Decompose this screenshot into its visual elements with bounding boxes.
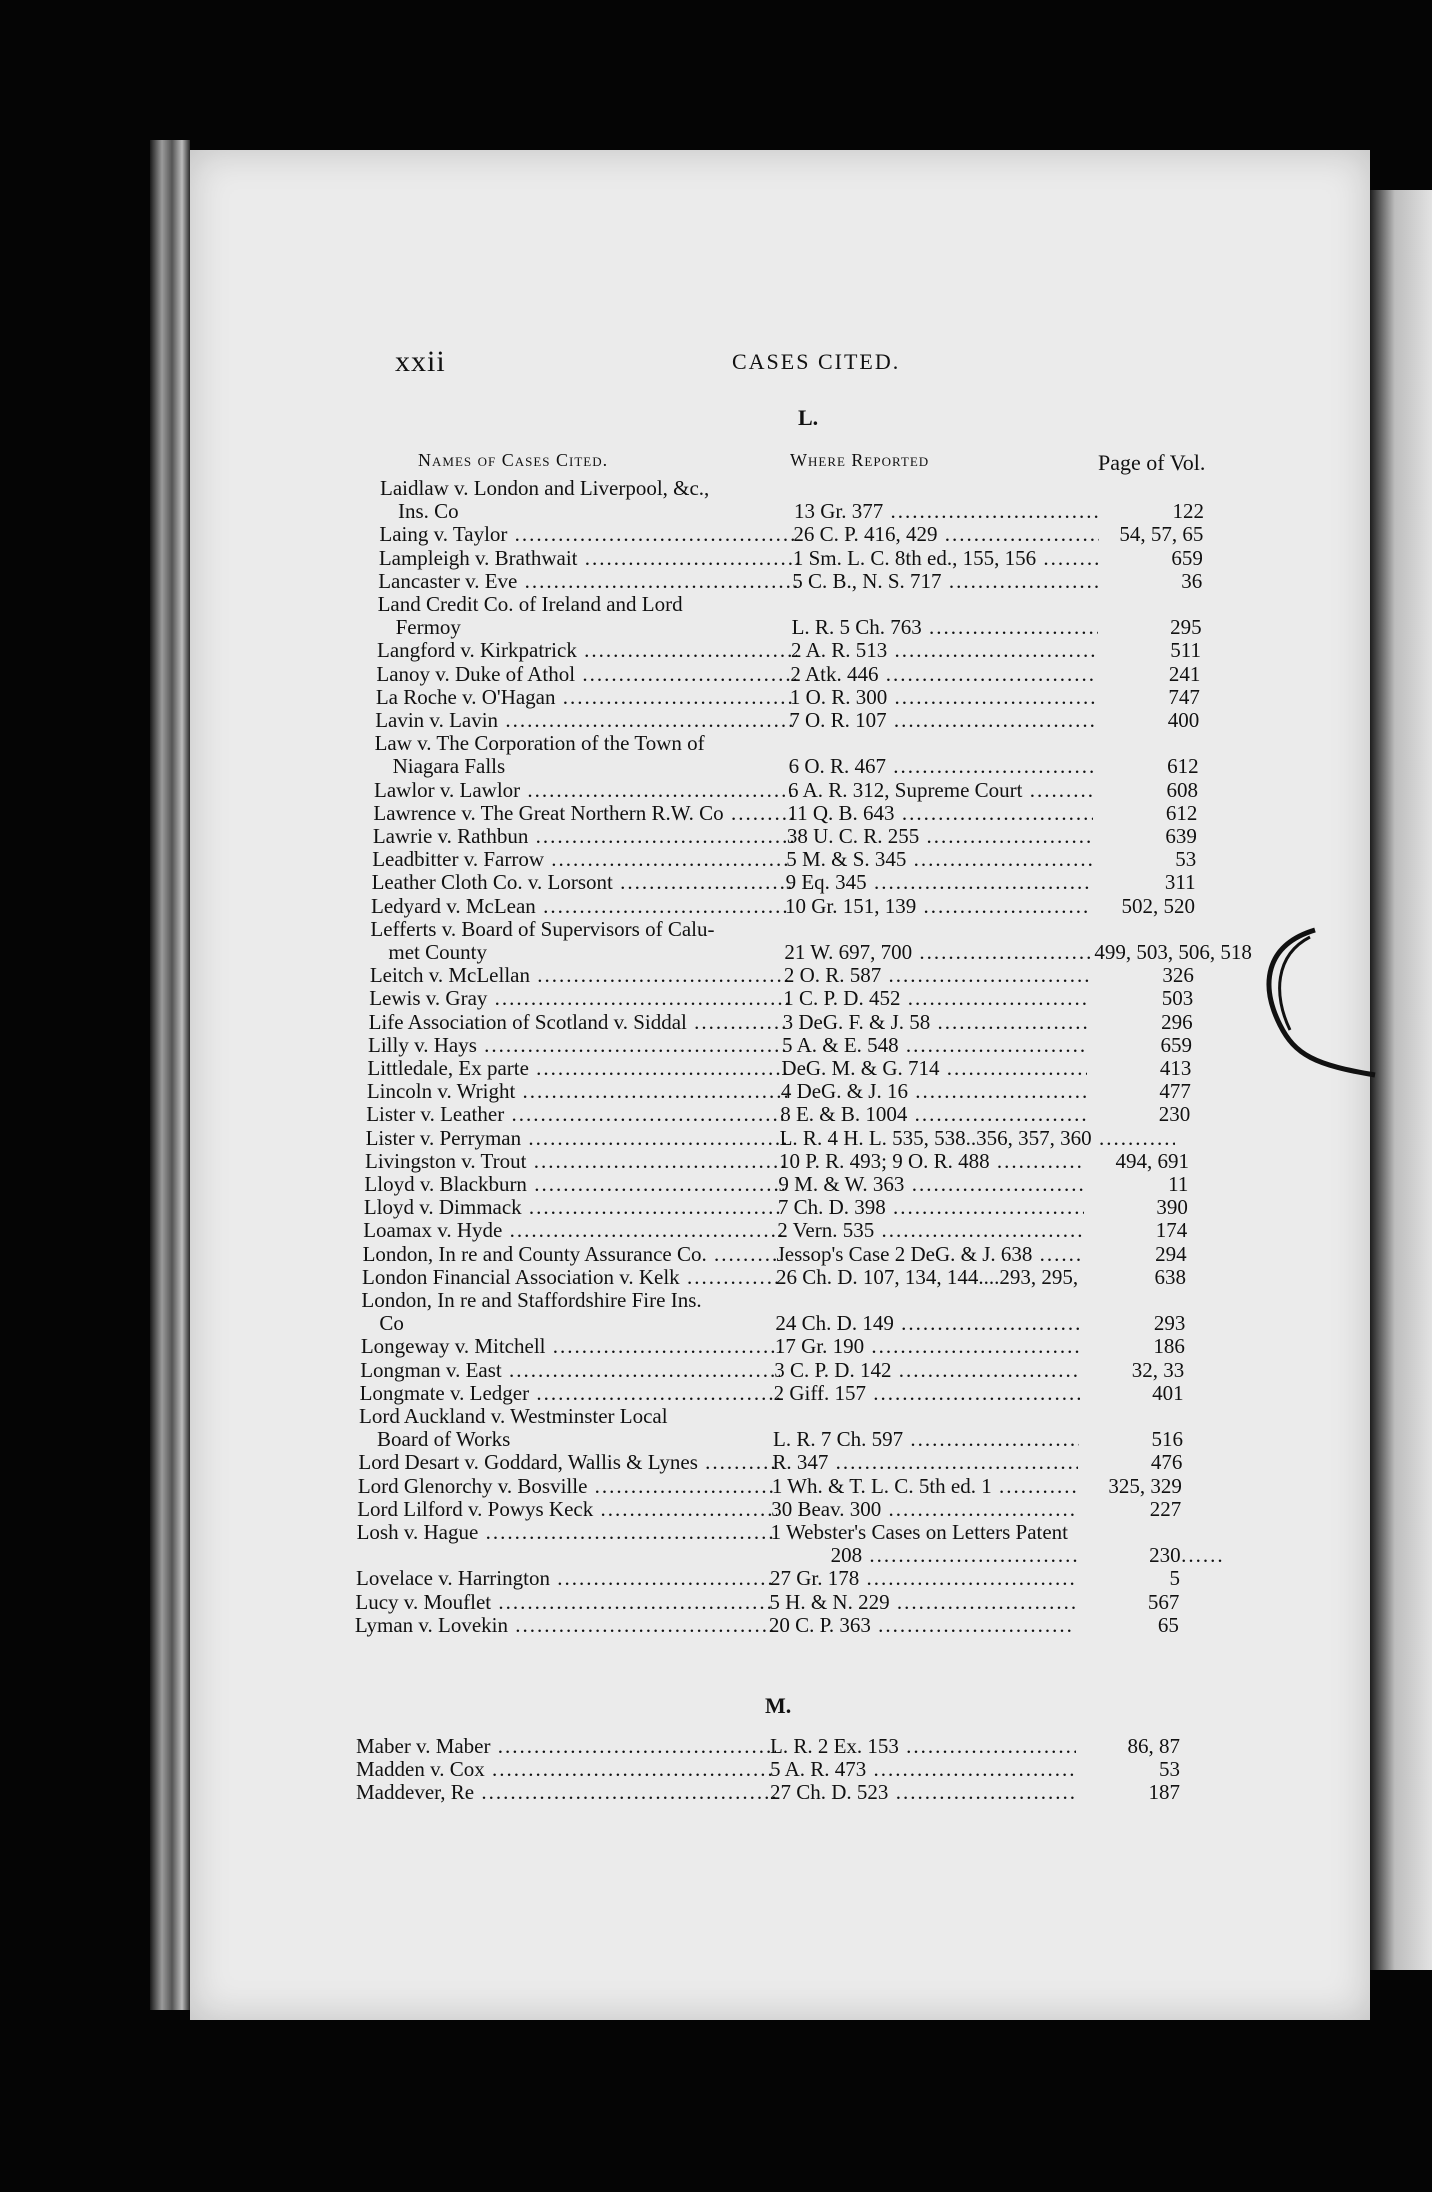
page-of-volume: 53 xyxy=(1076,1758,1180,1781)
page-of-volume: 11 xyxy=(1084,1173,1188,1196)
reported-in: 10 Gr. 151, 139 ..... xyxy=(785,895,1180,918)
page-of-volume: 747 xyxy=(1096,686,1200,709)
page-of-volume: 65 xyxy=(1075,1614,1179,1637)
case-name: Livingston v. Trout ..... xyxy=(365,1150,785,1173)
page-of-volume: 612 xyxy=(1093,802,1197,825)
case-name: Lilly v. Hays ..... xyxy=(368,1034,788,1057)
page-of-volume: 227 xyxy=(1077,1498,1181,1521)
reported-in: 2 A. R. 513 ..... xyxy=(791,639,1186,662)
page-of-volume: 230 xyxy=(1077,1544,1181,1567)
case-name: Lawlor v. Lawlor ..... xyxy=(374,779,794,802)
section-letter-l: L. xyxy=(798,405,819,430)
case-name: La Roche v. O'Hagan ..... xyxy=(376,686,796,709)
case-name-continuation: Niagara Falls xyxy=(392,754,506,779)
page-of-volume: 612 xyxy=(1095,755,1199,778)
reported-in: 8 E. & B. 1004 ..... xyxy=(780,1103,1175,1126)
page-of-volume: 325, 329 xyxy=(1078,1475,1182,1498)
page-of-volume: 400 xyxy=(1095,709,1199,732)
reported-in: 11 Q. B. 643 ..... xyxy=(787,802,1182,825)
reported-in: 6 O. R. 467 ..... xyxy=(789,755,1184,778)
reported-in: 38 U. C. R. 255 ..... xyxy=(787,825,1182,848)
reported-in: 24 Ch. D. 149 ..... xyxy=(775,1312,1170,1335)
reported-in: 5 A. R. 473 ..... xyxy=(770,1758,1165,1781)
page-of-volume: 502, 520 xyxy=(1091,895,1195,918)
case-name: Lloyd v. Dimmack ..... xyxy=(364,1196,784,1219)
page-of-volume: 32, 33 xyxy=(1080,1359,1184,1382)
page-of-volume: 511 xyxy=(1097,639,1201,662)
case-name: Longman v. East ..... xyxy=(360,1359,780,1382)
page-of-volume: 499, 503, 506, 518 xyxy=(1090,941,1194,964)
reported-in: 21 W. 697, 700 ..... xyxy=(784,941,1179,964)
case-name: Langford v. Kirkpatrick ..... xyxy=(377,639,797,662)
case-name: Lloyd v. Blackburn ..... xyxy=(364,1173,784,1196)
reported-in: 2 Vern. 535 ..... xyxy=(777,1219,1172,1242)
case-name: Maddever, Re ..... xyxy=(356,1781,776,1804)
column-heading-where: Where Reported xyxy=(790,450,930,470)
case-name: Leitch v. McLellan ..... xyxy=(370,964,790,987)
reported-in: 27 Ch. D. 523 ..... xyxy=(770,1781,1165,1804)
reported-in: L. R. 7 Ch. 597 ..... xyxy=(773,1428,1168,1451)
reported-in: 1 Webster's Cases on Letters Patent xyxy=(770,1521,1069,1544)
reported-in: L. R. 2 Ex. 153 ..... xyxy=(770,1735,1165,1758)
case-name: Leather Cloth Co. v. Lorsont ..... xyxy=(372,871,792,894)
reported-in: 20 C. P. 363 ..... xyxy=(769,1614,1164,1637)
case-name-continuation: Co xyxy=(379,1311,404,1336)
page-of-volume: 494, 691 xyxy=(1085,1150,1189,1173)
case-name: Lewis v. Gray ..... xyxy=(369,987,789,1010)
page-of-volume: 294 xyxy=(1083,1243,1187,1266)
reported-in: 13 Gr. 377 ..... xyxy=(794,500,1189,523)
reported-in: 2 O. R. 587 ..... xyxy=(784,964,1179,987)
reported-in: 5 M. & S. 345 ..... xyxy=(786,848,1181,871)
reported-in: 5 H. & N. 229 ..... xyxy=(769,1591,1164,1614)
page-of-volume: 296 xyxy=(1089,1011,1193,1034)
page-of-volume: 567 xyxy=(1075,1591,1179,1614)
reported-in: 7 Ch. D. 398 ..... xyxy=(778,1196,1173,1219)
case-name-continuation: Ins. Co xyxy=(398,499,459,524)
page-of-volume: 86, 87 xyxy=(1076,1735,1180,1758)
case-name: Lister v. Perryman ..... xyxy=(366,1127,786,1150)
reported-in: 2 Atk. 446 ..... xyxy=(790,663,1185,686)
case-name: Laing v. Taylor ..... xyxy=(379,523,799,546)
page-of-volume: 36 xyxy=(1098,570,1202,593)
case-name: Lincoln v. Wright ..... xyxy=(367,1080,787,1103)
case-name: Ledyard v. McLean ..... xyxy=(371,895,791,918)
case-name: Lawrence v. The Great Northern R.W. Co ..... xyxy=(373,802,793,825)
case-name-continuation: Board of Works xyxy=(377,1427,511,1452)
page-of-volume: 241 xyxy=(1096,663,1200,686)
ink-scribble-mark xyxy=(1255,925,1385,1095)
reported-in: 2 Giff. 157 ..... xyxy=(774,1382,1169,1405)
page-of-volume: 5 xyxy=(1076,1567,1180,1590)
reported-in: 7 O. R. 107 ..... xyxy=(789,709,1184,732)
page-of-volume: 503 xyxy=(1089,987,1193,1010)
case-name: Law v. The Corporation of the Town of xyxy=(374,732,705,756)
page-of-volume: 659 xyxy=(1099,547,1203,570)
column-heading-names: Names of Cases Cited. xyxy=(418,450,609,470)
case-name: Life Association of Scotland v. Siddal ..... xyxy=(369,1011,789,1034)
case-name: Lovelace v. Harrington ..... xyxy=(356,1567,776,1590)
folio-number: xxii xyxy=(395,345,446,378)
page-of-volume: 638 xyxy=(1082,1266,1186,1289)
reported-in: 6 A. R. 312, Supreme Court ..... xyxy=(788,779,1183,802)
page-of-volume: 311 xyxy=(1092,871,1196,894)
page-of-volume: 390 xyxy=(1084,1196,1188,1219)
previous-page-edge xyxy=(150,140,190,2010)
page-of-volume: 659 xyxy=(1088,1034,1192,1057)
case-name: Lefferts v. Board of Supervisors of Calu- xyxy=(370,917,715,941)
page-of-volume: 477 xyxy=(1087,1080,1191,1103)
page-of-volume: 639 xyxy=(1093,825,1197,848)
page-of-volume: 54, 57, 65 xyxy=(1099,523,1203,546)
page-of-volume: 230 xyxy=(1086,1103,1190,1126)
reported-in: 1 Wh. & T. L. C. 5th ed. 1 ..... xyxy=(772,1475,1167,1498)
page-of-volume: 608 xyxy=(1094,779,1198,802)
case-name: Leadbitter v. Farrow ..... xyxy=(372,848,792,871)
reported-in: 5 A. & E. 548 ..... xyxy=(782,1034,1177,1057)
reported-in: 1 O. R. 300 ..... xyxy=(790,686,1185,709)
case-name: Lyman v. Lovekin ..... xyxy=(355,1614,775,1637)
case-name: Littledale, Ex parte ..... xyxy=(367,1057,787,1080)
case-name: Loamax v. Hyde ..... xyxy=(363,1219,783,1242)
case-name: Lord Auckland v. Westminster Local xyxy=(359,1405,668,1428)
running-title: CASES CITED. xyxy=(732,349,901,374)
reported-in: 3 DeG. F. & J. 58 ..... xyxy=(783,1011,1178,1034)
case-name: Madden v. Cox ..... xyxy=(356,1758,776,1781)
case-name: Lampleigh v. Brathwait ..... xyxy=(379,547,799,570)
reported-in: 10 P. R. 493; 9 O. R. 488 ..... xyxy=(779,1150,1174,1173)
case-name: Losh v. Hague ..... xyxy=(357,1521,777,1544)
section-letter-m: M. xyxy=(765,1693,792,1718)
case-name: Lavin v. Lavin ..... xyxy=(375,709,795,732)
case-name: Lord Glenorchy v. Bosville ..... xyxy=(358,1475,778,1498)
case-name: Lister v. Leather ..... xyxy=(366,1103,786,1126)
reported-in: 5 C. B., N. S. 717 ..... xyxy=(792,570,1187,593)
reported-in: 30 Beav. 300 ..... xyxy=(771,1498,1166,1521)
page-of-volume: 326 xyxy=(1090,964,1194,987)
case-name: Longmate v. Ledger ..... xyxy=(360,1382,780,1405)
reported-in: L. R. 5 Ch. 763 ..... xyxy=(792,616,1187,639)
case-name: Longeway v. Mitchell ..... xyxy=(361,1335,781,1358)
reported-in: R. 347 ..... xyxy=(772,1451,1167,1474)
case-name: Lancaster v. Eve ..... xyxy=(378,570,798,593)
case-name: Maber v. Maber ..... xyxy=(356,1735,776,1758)
case-name-continuation: Fermoy xyxy=(395,615,461,640)
case-name: Lord Desart v. Goddard, Wallis & Lynes ..... xyxy=(358,1451,778,1474)
case-name: Land Credit Co. of Ireland and Lord xyxy=(377,593,683,616)
reported-in: DeG. M. & G. 714 ..... xyxy=(781,1057,1176,1080)
reported-in: 1 C. P. D. 452 ..... xyxy=(783,987,1178,1010)
reported-in: 17 Gr. 190 ..... xyxy=(775,1335,1170,1358)
page-of-volume: 413 xyxy=(1087,1057,1191,1080)
page-of-volume: 174 xyxy=(1083,1219,1187,1242)
case-name-continuation: met County xyxy=(388,939,487,964)
reported-in: 1 Sm. L. C. 8th ed., 155, 156 ..... xyxy=(793,547,1188,570)
case-name: Laidlaw v. London and Liverpool, &c., xyxy=(380,477,710,500)
reported-in: 9 Eq. 345 ..... xyxy=(786,871,1181,894)
page-of-volume: 476 xyxy=(1078,1451,1182,1474)
reported-in: L. R. 4 H. L. 535, 538..356, 357, 360 ..... xyxy=(780,1127,1175,1150)
page-of-volume: 401 xyxy=(1080,1382,1184,1405)
reported-in: 27 Gr. 178 ..... xyxy=(770,1567,1165,1590)
case-name: London Financial Association v. Kelk ..... xyxy=(362,1266,782,1289)
case-name: Lucy v. Mouflet ..... xyxy=(355,1591,775,1614)
case-name: Lanoy v. Duke of Athol ..... xyxy=(376,663,796,686)
reported-in: Jessop's Case 2 DeG. & J. 638 ..... xyxy=(777,1243,1172,1266)
reported-in: 26 C. P. 416, 429 ..... xyxy=(793,523,1188,546)
case-name: London, In re and County Assurance Co. ..... xyxy=(363,1243,783,1266)
case-name: Lawrie v. Rathbun ..... xyxy=(373,825,793,848)
case-name: London, In re and Staffordshire Fire Ins. xyxy=(361,1289,702,1312)
page-of-volume: 53 xyxy=(1092,848,1196,871)
page-of-volume: 295 xyxy=(1098,616,1202,639)
column-heading-page: Page of Vol. xyxy=(1098,450,1206,475)
page-of-volume: 122 xyxy=(1100,500,1204,523)
reported-in: 26 Ch. D. 107, 134, 144....293, 295, ..... xyxy=(776,1266,1171,1289)
reported-in: 9 M. & W. 363 ..... xyxy=(778,1173,1173,1196)
case-name: Lord Lilford v. Powys Keck ..... xyxy=(357,1498,777,1521)
page-of-volume: 186 xyxy=(1081,1335,1185,1358)
reported-in-continuation: 208 ..... xyxy=(771,1544,1226,1567)
page-of-volume: 516 xyxy=(1079,1428,1183,1451)
page-of-volume: 187 xyxy=(1076,1781,1180,1804)
page-of-volume: 293 xyxy=(1081,1312,1185,1335)
reported-in: 4 DeG. & J. 16 ..... xyxy=(781,1080,1176,1103)
reported-in: 3 C. P. D. 142 ..... xyxy=(774,1359,1169,1382)
